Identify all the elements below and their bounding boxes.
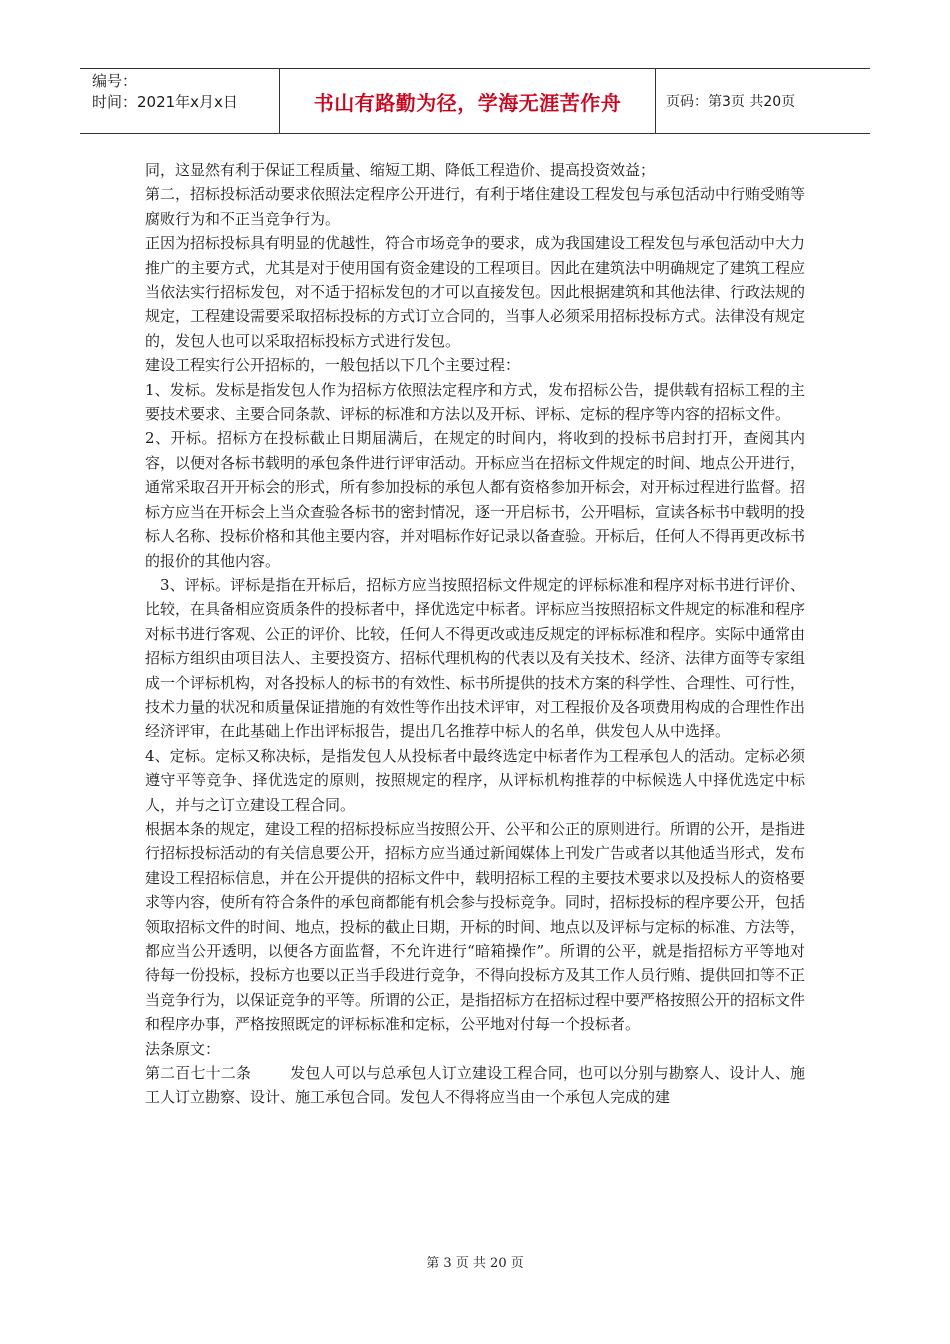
document-number-label: 编号： (92, 72, 138, 90)
page-header (80, 68, 870, 134)
paragraph: 1、发标。发标是指发包人作为招标方依照法定程序和方式，发布招标公告，提供载有招标工程的主要技术要求、主要合同条款、评标的标准和方法以及开标、评标、定标的程序等内容的招标文件。 (145, 380, 805, 424)
paragraph: 同，这显然有利于保证工程质量、缩短工期、降低工程造价、提高投资效益； (145, 161, 656, 179)
header-page-info: 页码：第3页 共20页 (666, 94, 796, 110)
document-body (145, 158, 805, 1110)
paragraph: 第二百七十二条 发包人可以与总承包人订立建设工程合同，也可以分别与勘察人、设计人、施工人订立勘察、设计、施工承包合同。发包人不得将应当由一个承包人完成的建 (145, 1064, 805, 1107)
paragraph: 法条原文： (145, 1039, 221, 1058)
paragraph: 建设工程实行公开招标的，一般包括以下几个主要过程： (145, 356, 521, 375)
paragraph: 2、开标。招标方在投标截止日期届满后，在规定的时间内，将收到的投标书启封打开，查阅其内容，以便对各标书载明的承包条件进行评审活动。开标应当在招标文件规定的时间、地点公开进行，通常采取召开开标会的形式，所有参加投标的承包人都有资格参加开标会，对开标过程进行监督。招标方应当在开标会上当众查验各标书的密封情况，逐一开启标书，公开唱标，宣读各标书中载明的投标人名称、投标价格和其他主要内容，并对唱标作好记录以备查验。开标后，任何人不得再更改标书的报价的其他内容。 (145, 429, 806, 570)
paragraph: 第二，招标投标活动要求依照法定程序公开进行，有利于堵住建设工程发包与承包活动中行贿受贿等腐败行为和不正当竞争行为。 (145, 185, 806, 228)
paragraph: 根据本条的规定，建设工程的招标投标应当按照公开、公平和公正的原则进行。所谓的公开，是指进行招标投标活动的有关信息要公开，招标方应当通过新闻媒体上刊发广告或者以其他适当形式，发布建设工程招标信息，并在公开提供的招标文件中，载明招标工程的主要技术要求以及投标人的资格要求等内容，使所有符合条件的承包商都能有机会参与投标竞争。同时，招标投标的程序要公开，包括领取招标文件的时间、地点，投标的截止日期，开标的时间、地点以及评标与定标的标准、方法等，都应当公开透明，以便各方面监督，不允许进行“暗箱操作”。所谓的公平，就是指招标方平等地对待每一份投标，投标方也要以正当手段进行竞争，不得向投标方及其工作人员行贿、提供回扣等不正当竞争行为，以保证竞争的平等。所谓的公正，是指招标方在招标过程中要严格按照公开的招标文件和程序办事，严格按照既定的评标标准和定标，公平地对付每一个投标者。 (145, 819, 806, 1034)
paragraph: 3、评标。评标是指在开标后，招标方应当按照招标文件规定的评标标准和程序对标书进行评价、比较，在具备相应资质条件的投标者中，择优选定中标者。评标应当按照招标文件规定的标准和程序对标书进行客观、公正的评价、比较，任何人不得更改或违反规定的评标标准和程序。实际中通常由招标方组织由项目法人、主要投资方、招标代理机构的代表以及有关技术、经济、法律方面等专家组成一个评标机构，对各投标人的标书的有效性、标书所提供的技术方案的科学性、合理性、可行性，技术力量的状况和质量保证措施的有效性等作出技术评审，对工程报价及各项费用构成的合理性作出经济评审，在此基础上作出评标报告，提出几名推荐中标人的名单，供发包人从中选择。 (145, 575, 806, 741)
document-date: 时间：2021年x月x日 (92, 93, 238, 111)
header-motto: 书山有路勤为径，学海无涯苦作舟 (280, 69, 656, 133)
paragraph: 4、定标。定标又称决标，是指发包人从投标者中最终选定中标者作为工程承包人的活动。定标必须遵守平等竞争、择优选定的原则，按照规定的程序，从评标机构推荐的中标候选人中择优选定中标人，并与之订立建设工程合同。 (145, 746, 805, 814)
page-footer: 第 3 页 共 20 页 (426, 1256, 524, 1271)
paragraph: 正因为招标投标具有明显的优越性，符合市场竞争的要求，成为我国建设工程发包与承包活动中大力推广的主要方式，尤其是对于使用国有资金建设的工程项目。因此在建筑法中明确规定了建筑工程应当依法实行招标发包，对不适于招标发包的才可以直接发包。因此根据建筑和其他法律、行政法规的规定，工程建设需要采取招标投标的方式订立合同的，当事人必须采用招标投标方式。法律没有规定的，发包人也可以采取招标投标方式进行发包。 (145, 234, 806, 350)
header-meta-cell (80, 69, 280, 133)
